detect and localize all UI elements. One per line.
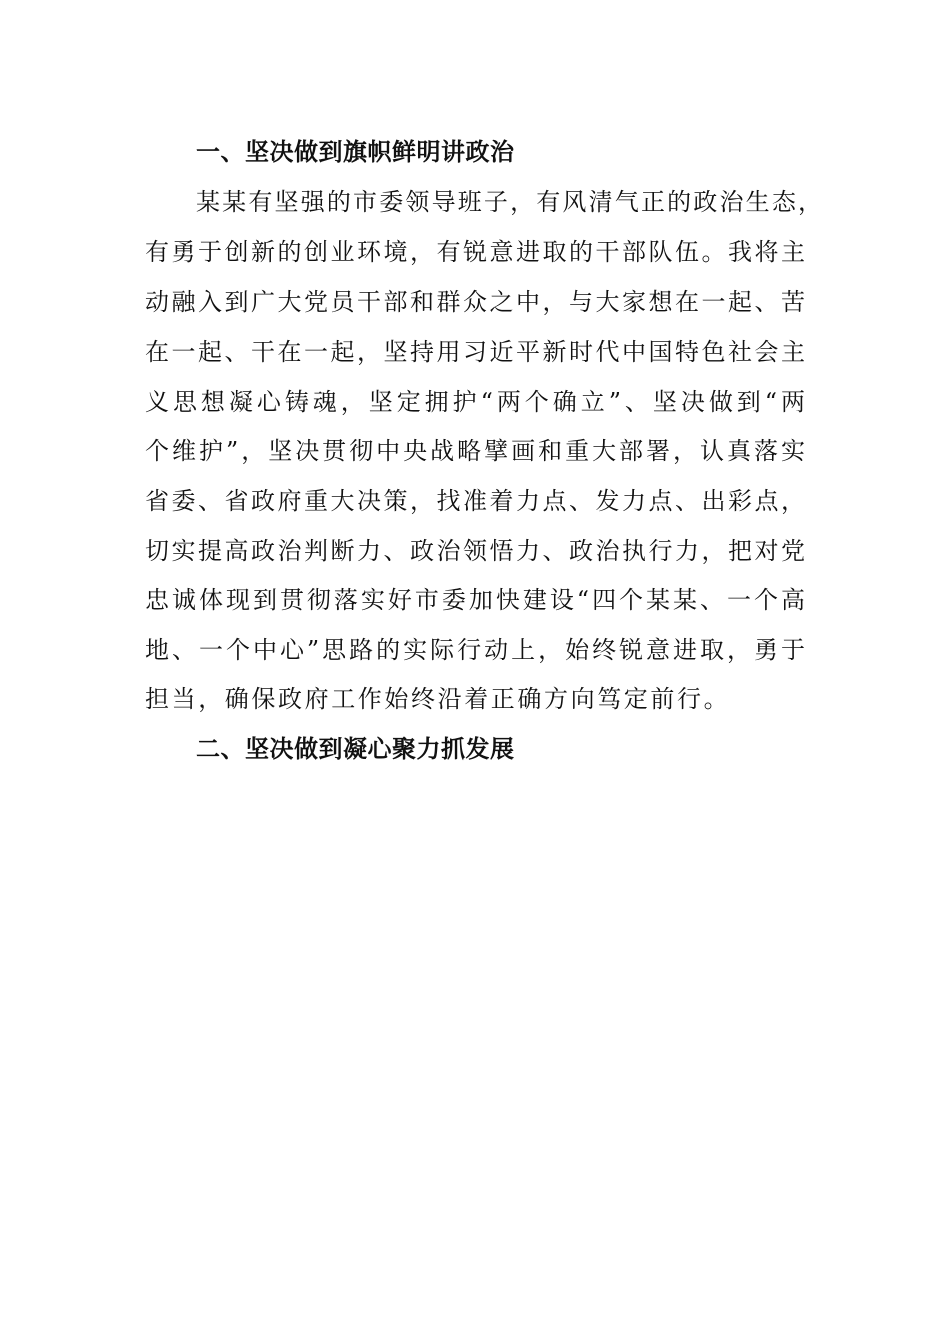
paragraph-line: 个维护”，坚决贯彻中央战略擘画和重大部署，认真落实 xyxy=(145,437,805,465)
paragraph-line: 动融入到广大党员干部和群众之中，与大家想在一起、苦 xyxy=(145,288,805,316)
paragraph-line: 某某有坚强的市委领导班子，有风清气正的政治生态， xyxy=(196,188,822,216)
section-1-heading: 一、坚决做到旗帜鲜明讲政治 xyxy=(196,138,515,166)
paragraph-line: 切实提高政治判断力、政治领悟力、政治执行力，把对党 xyxy=(145,537,805,565)
section-2-heading: 二、坚决做到凝心聚力抓发展 xyxy=(196,735,515,763)
paragraph-line: 忠诚体现到贯彻落实好市委加快建设“四个某某、一个高 xyxy=(145,586,805,614)
paragraph-line: 义思想凝心铸魂，坚定拥护“两个确立”、坚决做到“两 xyxy=(145,388,805,416)
paragraph-line: 担当，确保政府工作始终沿着正确方向笃定前行。 xyxy=(145,685,731,713)
paragraph-line: 在一起、干在一起，坚持用习近平新时代中国特色社会主 xyxy=(145,338,805,366)
paragraph-line: 地、一个中心”思路的实际行动上，始终锐意进取，勇于 xyxy=(145,636,805,664)
paragraph-line: 有勇于创新的创业环境，有锐意进取的干部队伍。我将主 xyxy=(145,238,805,266)
paragraph-line: 省委、省政府重大决策，找准着力点、发力点、出彩点， xyxy=(145,487,805,515)
